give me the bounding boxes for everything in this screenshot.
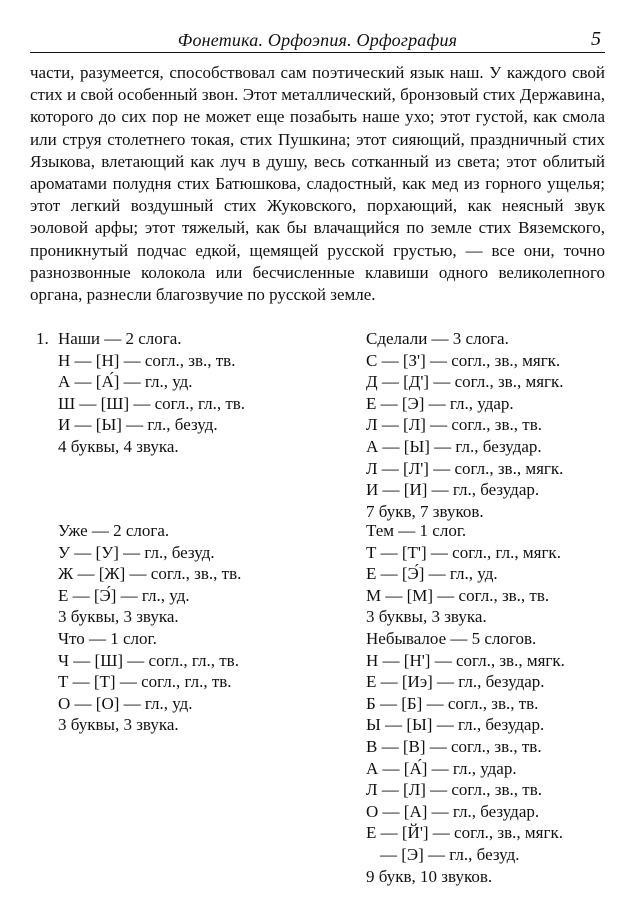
exercise-number: 1. <box>36 329 49 348</box>
analysis-line: Ы — [Ы] — гл., безудар. <box>366 715 545 735</box>
summary-line: 3 буквы, 3 звука. <box>58 715 179 735</box>
analysis-line: Е — [Э] — гл., удар. <box>366 393 514 413</box>
analysis-line: Т — [Т'] — согл., гл., мягк. <box>366 542 561 562</box>
analysis-line: А — [А́] — гл., удар. <box>366 758 517 778</box>
summary-line: 3 буквы, 3 звука. <box>58 607 179 627</box>
analysis-line: Л — [Л] — согл., зв., тв. <box>366 415 542 435</box>
analysis-line: Е — [Иэ] — гл., безудар. <box>366 672 545 692</box>
analysis-line: Л — [Л] — согл., зв., тв. <box>366 780 542 800</box>
analysis-line: С — [З'] — согл., зв., мягк. <box>366 350 561 370</box>
left-column <box>36 328 336 458</box>
analysis-line: Ш — [Ш] — согл., гл., тв. <box>58 393 246 413</box>
right-column <box>366 328 616 522</box>
analysis-line: Т — [Т] — согл., гл., тв. <box>58 672 232 692</box>
analysis-line: Л — [Л'] — согл., зв., мягк. <box>366 458 564 478</box>
analysis-line: Б — [Б] — согл., зв., тв. <box>366 693 539 713</box>
analysis-line: И — [Ы] — гл., безуд. <box>58 415 218 435</box>
analysis-line: Е — [Й'] — согл., зв., мягк. <box>366 823 563 843</box>
analysis-line: О — [О] — гл., уд. <box>58 693 193 713</box>
summary-line: 7 букв, 7 звуков. <box>366 501 484 521</box>
analysis-line: О — [А] — гл., безудар. <box>366 801 540 821</box>
word-heading: Уже — 2 слога. <box>58 521 170 540</box>
analysis-line: Е — [Э́] — гл., уд. <box>366 564 498 584</box>
analysis-line: Н — [Н] — согл., зв., тв. <box>58 350 236 370</box>
word-heading: Наши — 2 слога. <box>58 329 182 348</box>
analysis-line: А — [Ы] — гл., безудар. <box>366 436 542 456</box>
word-heading: Небывалое — 5 слогов. <box>366 628 537 648</box>
word-heading: Тем — 1 слог. <box>366 521 467 540</box>
analysis-line: Д — [Д'] — согл., зв., мягк. <box>366 372 564 392</box>
analysis-line: Е — [Э́] — гл., уд. <box>58 585 190 605</box>
running-title: Фонетика. Орфоэпия. Орфография <box>177 30 458 50</box>
analysis-line: У — [У] — гл., безуд. <box>58 542 215 562</box>
analysis-line: Ж — [Ж] — согл., зв., тв. <box>58 564 242 584</box>
analysis-line: А — [А́] — гл., уд. <box>58 372 193 392</box>
analysis-line: М — [М] — согл., зв., тв. <box>366 585 550 605</box>
left-column-block-2 <box>36 520 336 736</box>
summary-line: 4 буквы, 4 звука. <box>58 436 179 456</box>
summary-line: 3 буквы, 3 звука. <box>366 607 487 627</box>
analysis-line: Ч — [Ш] — согл., гл., тв. <box>58 650 239 670</box>
body-paragraph: части, разумеется, способствовал сам поэтический язык наш. У каждого свой стих и свой особенный звон. Этот металлический, бронзовый стих Державина, которого до сих пор не может еще позабыть наше ухо; этот густой, как смола или струя столетнего токая, стих Пушкина; этот сияющий, праздничный стих Языкова, влетающий как луч в душу, весь сотканный из света; этот облитый ароматами полудня стих Батюшкова, сладостный, как мед из горного ущелья; этот легкий воздушный стих Жуковского, порхающий, как неясный звук эоловой арфы; этот тяжелый, как бы влачащийся по земле стих Вяземского, проникнутый подчас едкой, щемящей русской грустью, — все они, точно разнозвонные колокола или бесчисленные клавиши одного великолепного органа, разнесли благозвучие по русской земле. <box>30 63 605 305</box>
summary-line: 9 букв, 10 звуков. <box>366 866 493 886</box>
word-heading: Что — 1 слог. <box>58 628 157 648</box>
analysis-line: — [Э] — гл., безуд. <box>380 844 520 864</box>
right-column-block-2 <box>366 520 616 887</box>
analysis-line: Н — [Н'] — согл., зв., мягк. <box>366 650 565 670</box>
exercise-heading <box>36 328 336 350</box>
analysis-line: И — [И] — гл., безудар. <box>366 480 540 500</box>
page-number: 5 <box>591 28 601 50</box>
analysis-line: В — [В] — согл., зв., тв. <box>366 736 542 756</box>
word-heading: Сделали — 3 слога. <box>366 329 509 348</box>
running-header <box>30 28 605 53</box>
